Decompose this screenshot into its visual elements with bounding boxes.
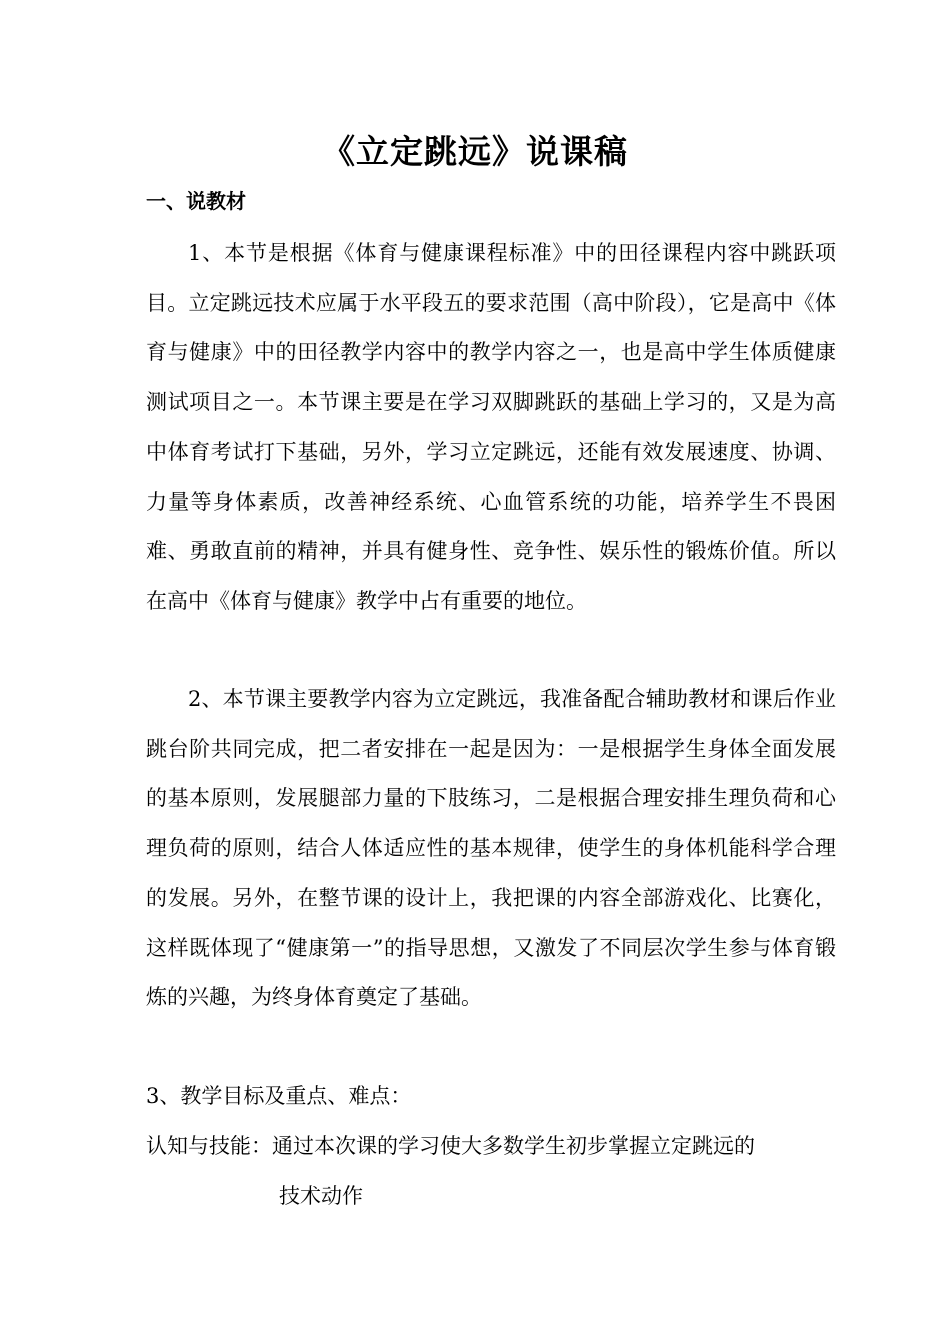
paragraph-1: 1、本节是根据《体育与健康课程标准》中的田径课程内容中跳跃项目。立定跳远技术应属于水平段五的要求范围（高中阶段），它是高中《体育与健康》中的田径教学内容中的教学内容之一，也是高中学生体质健康测试项目之一。本节课主要是在学习双脚跳跃的基础上学习的，又是为高中体育考试打下基础，另外，学习立定跳远，还能有效发展速度、协调、力量等身体素质，改善神经系统、心血管系统的功能，培养学生不畏困难、勇敢直前的精神，并具有健身性、竞争性、娱乐性的锻炼价值。所以在高中《体育与健康》教学中占有重要的地位。 xyxy=(146,241,836,613)
paragraph-2: 2、本节课主要教学内容为立定跳远，我准备配合辅助教材和课后作业跳台阶共同完成，把二者安排在一起是因为：一是根据学生身体全面发展的基本原则，发展腿部力量的下肢练习，二是根据合理安排生理负荷和心理负荷的原则，结合人体适应性的基本规律，使学生的身体机能科学合理的发展。另外，在整节课的设计上，我把课的内容全部游戏化、比赛化，这样既体现了“健康第一”的指导思想，又激发了不同层次学生参与体育锻炼的兴趣，为终身体育奠定了基础。 xyxy=(146,687,836,1010)
cognition-skill-continuation: 技术动作 xyxy=(279,1184,363,1208)
teaching-goals-line: 3、教学目标及重点、难点： xyxy=(146,1084,412,1108)
section-heading: 一、说教材 xyxy=(146,189,246,213)
document-title: 《立定跳远》说课稿 xyxy=(322,132,628,171)
cognition-skill-line: 认知与技能：通过本次课的学习使大多数学生初步掌握立定跳远的 xyxy=(146,1134,755,1158)
